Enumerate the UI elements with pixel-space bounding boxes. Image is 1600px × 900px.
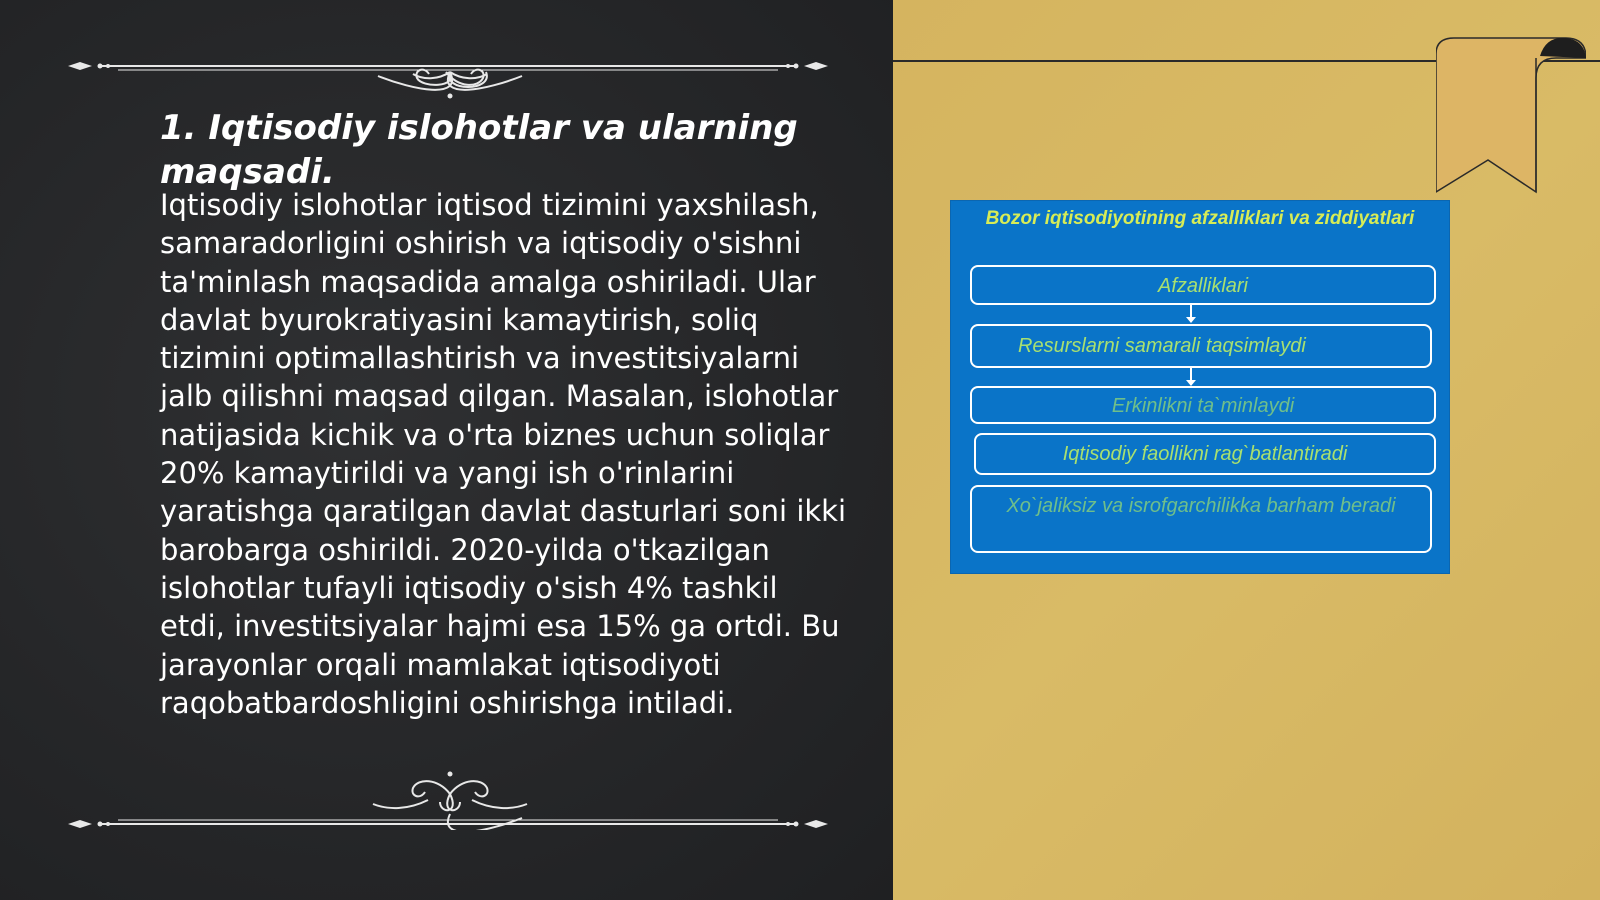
flourish-divider-icon [68, 770, 828, 830]
diagram-box-label: Resurslarni samarali taqsimlaydi [1018, 335, 1306, 357]
diagram-box-resources [970, 324, 1432, 368]
diagram-box-activity [974, 433, 1436, 475]
diagram-box-freedom [970, 386, 1436, 424]
diagram-box-waste [970, 485, 1432, 553]
flourish-divider-icon [68, 40, 828, 100]
arrow-down-icon [1190, 305, 1192, 321]
diagram-box-advantages [970, 265, 1436, 305]
diagram-box-label: Iqtisodiy faollikni rag`batlantiradi [1062, 443, 1348, 465]
diagram-box-label: Xo`jaliksiz va isrofgarchilikka barham beradi [1006, 495, 1396, 517]
slide-title: 1. Iqtisodiy islohotlar va ularning maqsadi. [160, 108, 798, 192]
diagram-box-label: Afzalliklari [1157, 275, 1249, 297]
diagram-title: Bozor iqtisodiyotining afzalliklari va ziddiyatlari [985, 208, 1415, 229]
slide-body-text: Iqtisodiy islohotlar iqtisod tizimini yaxshilash, samaradorligini oshirish va iqtisodiy o'sishni ta'minlash maqsadida amalga oshiriladi. Ular davlat byurokratiyasini kamaytirish, soliq tizimini optimallashtirish va investitsiyalarni jalb qilishni maqsad qilgan. Masalan, islohotlar natijasida kichik va o'rta biznes uchun soliqlar 20% kamaytirildi va yangi ish o'rinlarini yaratishga qaratilgan davlat dasturlari soni ikki barobarga oshirildi. 2020-yilda o'tkazilgan islohotlar tufayli iqtisodiy o'sish 4% tashkil etdi, investitsiyalar hajmi esa 15% ga ortdi. Bu jarayonlar orqali mamlakat iqtisodiyoti raqobatbardoshligini oshirishga intiladi. [160, 188, 847, 720]
ribbon-bookmark-icon [1436, 34, 1586, 199]
arrow-down-icon [1190, 368, 1192, 384]
market-economy-diagram [950, 200, 1450, 574]
diagram-box-label: Erkinlikni ta`minlaydi [1111, 395, 1295, 417]
